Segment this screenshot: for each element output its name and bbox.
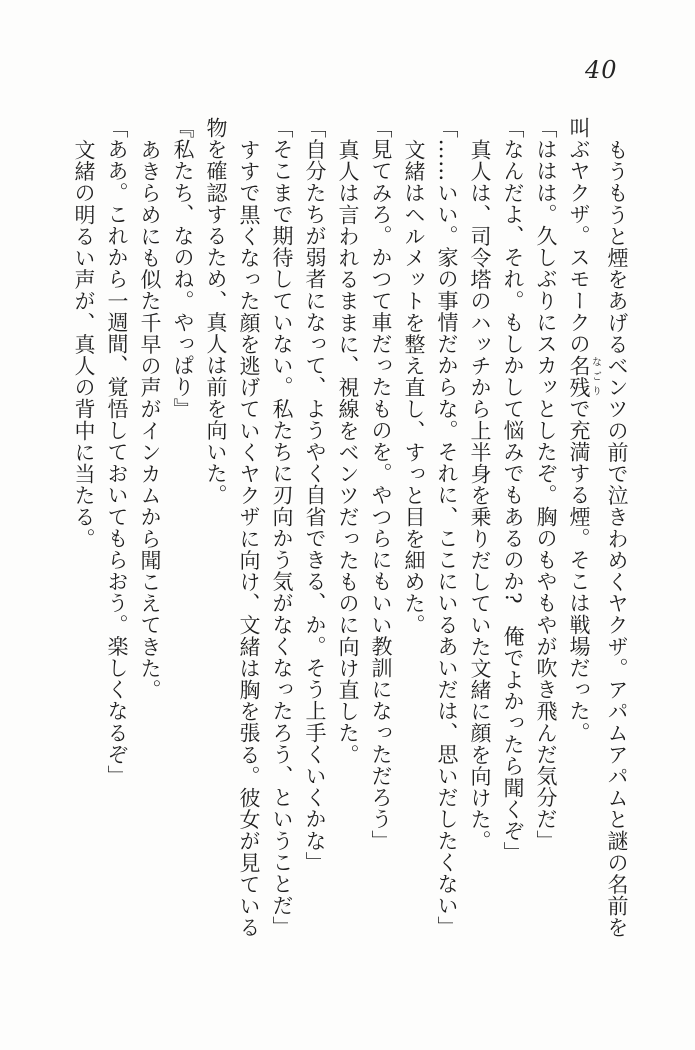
text-line: 「自分たちが弱者になって、ようやく自省できる、か。そう上手くいくかな」 [303,117,327,873]
text-line: 「ははは。久しぶりにスカッとしたぞ。胸のもやもやが吹き飛んだ気分だ」 [534,117,558,852]
text-line: 文緒はヘルメットを整え直し、すっと目を細めた。 [402,138,426,636]
text-line: 「そこまで期待していない。私たちに刃向かう気がなくなったろう、ということだ」 [270,117,294,938]
text-line: 「見てみろ。かつて車だったものを。やつらにもいい教訓になっただろう」 [369,117,393,852]
text-line: 文緒の明るい声が、真人の背中に当たる。 [72,138,96,549]
text-line: 「ああ。これから一週間、覚悟しておいてもらおう。楽しくなるぞ」 [105,117,129,787]
text-line: あきらめにも似た千早の声がインカムから聞こえてきた。 [138,138,162,701]
text-line: 『私たち、なのね。やっぱり』 [171,117,195,420]
ruby-annotated-word: 名残なごり [567,354,601,398]
text-line: 叫ぶヤクザ。スモークの名残なごりで充満する煙。そこは戦場だった。 [567,117,601,744]
text-line: 「……いい。家の事情だからな。それに、ここにいるあいだは、思いだしたくない」 [435,117,459,938]
text-line: 真人は、司令塔のハッチから上半身を乗りだしていた文緒に顔を向けた。 [468,138,492,852]
text-line: もうもうと煙をあげるベンツの前で泣きわめくヤクザ。アパムアパムと謎の名前を [605,138,629,938]
page-text [67,117,633,953]
text-line: すすで黒くなった顔を逃げていくヤクザに向け、文緒は胸を張る。彼女が見ている [237,138,261,938]
page-number: 40 [585,56,618,84]
text-line: 物を確認するため、真人は前を向いた。 [204,117,228,506]
furigana: なごり [589,354,601,398]
text-line: 真人は言われるままに、視線をベンツだったものに向け直した。 [336,138,360,765]
text-line: 「なんだよ、それ。もしかして悩みでもあるのか? 俺でよかったら聞くぞ」 [501,117,525,864]
